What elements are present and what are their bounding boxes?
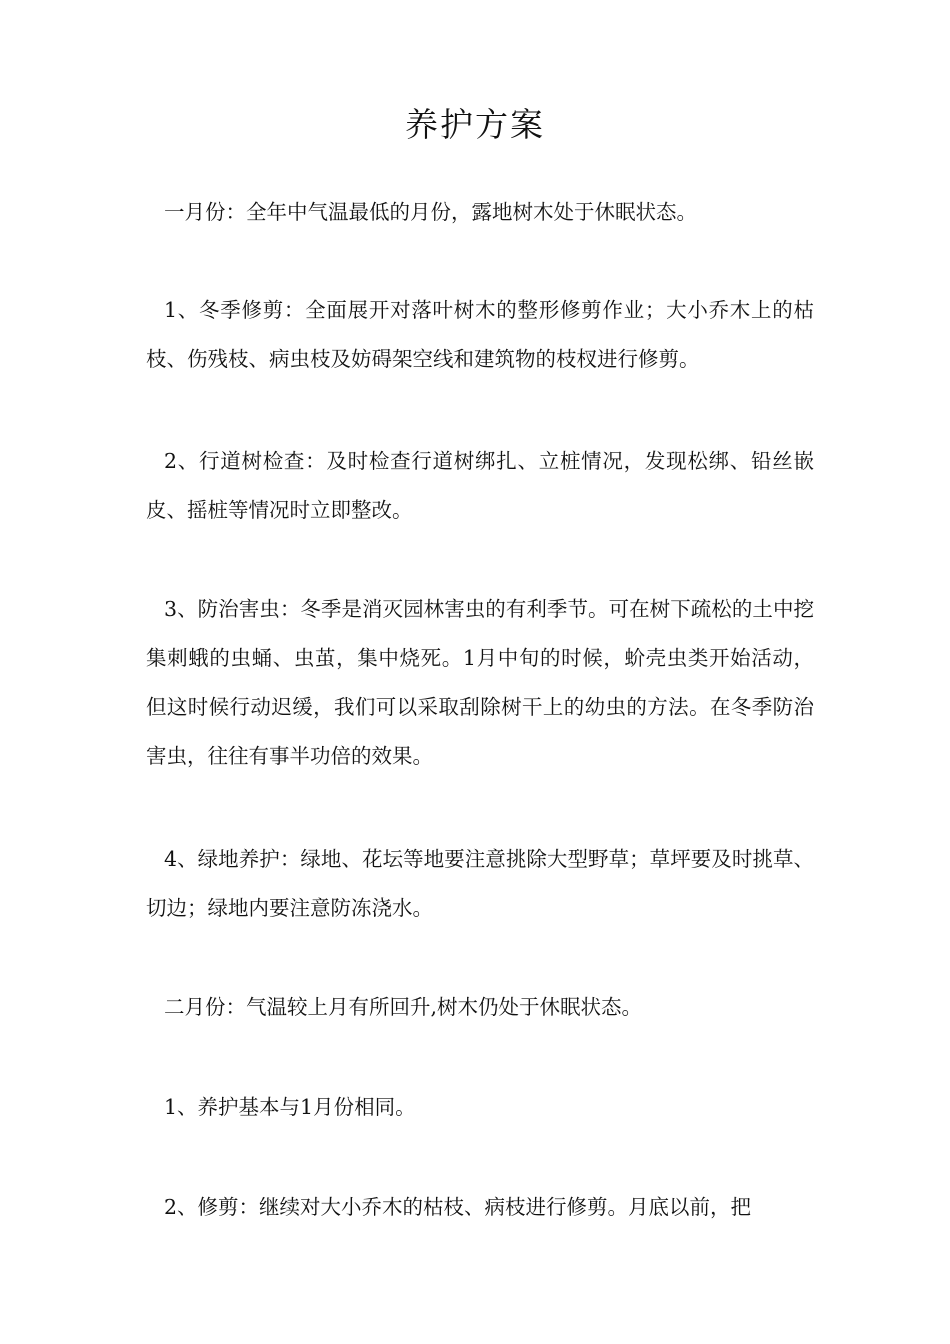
paragraph-january-pruning: 1、冬季修剪：全面展开对落叶树木的整形修剪作业；大小乔木上的枯枝、伤残枝、病虫枝及妨碍架空线和建筑物的枝杈进行修剪。 [146,298,814,371]
paragraph-february-pruning: 2、修剪：继续对大小乔木的枯枝、病枝进行修剪。月底以前，把 [164,1195,752,1219]
paragraph-february-maintenance: 1、养护基本与1月份相同。 [164,1095,416,1119]
paragraph-january-intro: 一月份：全年中气温最低的月份，露地树木处于休眠状态。 [164,200,697,224]
paragraph-january-pest-control: 3、防治害虫：冬季是消灭园林害虫的有利季节。可在树下疏松的土中挖集刺蛾的虫蛹、虫茧，集中烧死。1月中旬的时候，蚧壳虫类开始活动，但这时候行动迟缓，我们可以采取刮除树干上的幼虫的方法。在冬季防治害虫，往往有事半功倍的效果。 [146,597,814,768]
paragraph-february-intro: 二月份：气温较上月有所回升,树木仍处于休眠状态。 [164,995,643,1019]
document-title: 养护方案 [405,105,545,144]
paragraph-january-street-trees: 2、行道树检查：及时检查行道树绑扎、立桩情况，发现松绑、铅丝嵌皮、摇桩等情况时立即整改。 [146,449,814,522]
paragraph-january-green-space: 4、绿地养护：绿地、花坛等地要注意挑除大型野草；草坪要及时挑草、切边；绿地内要注意防冻浇水。 [146,847,814,920]
